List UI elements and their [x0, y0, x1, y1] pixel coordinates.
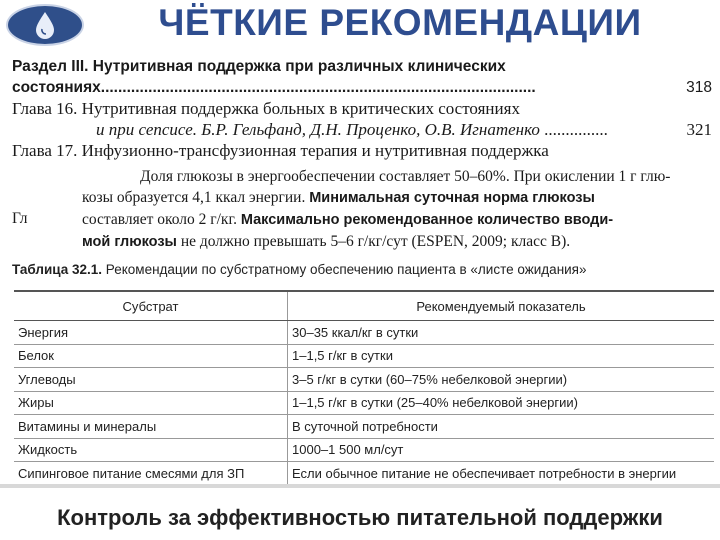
para-line3a: составляет около 2 г/кг.: [82, 211, 241, 228]
para-line1: Доля глюкозы в энергообеспечении составляет 50–60%. При окислении 1 г глю-: [140, 168, 671, 185]
recommendation-cell: 3–5 г/кг в сутки (60–75% небелковой энергии): [288, 368, 715, 392]
substrate-cell: Белок: [14, 344, 288, 368]
chapter-fragment: Гл: [12, 210, 28, 227]
slide-title: ЧЁТКИЕ РЕКОМЕНДАЦИИ: [158, 2, 642, 43]
logo-emblem: [6, 4, 84, 46]
toc-chapter17-line1: Глава 17. Инфузионно-трансфузионная терапия и нутритивная поддержка: [12, 141, 549, 160]
header-substrate: Субстрат: [14, 291, 288, 321]
recommendation-cell: 1–1,5 г/кг в сутки: [288, 344, 715, 368]
substrate-cell: Жиры: [14, 391, 288, 415]
recommendation-cell: 1000–1 500 мл/сут: [288, 438, 715, 462]
recommendation-cell: 1–1,5 г/кг в сутки (25–40% небелковой энергии): [288, 391, 715, 415]
para-line2a: козы образуется 4,1 ккал энергии.: [82, 189, 310, 206]
toc-chapter16-page: 321: [686, 120, 712, 139]
substrate-cell: Углеводы: [14, 368, 288, 392]
para-line2b: Минимальная суточная норма глюкозы: [309, 190, 595, 206]
table-row: [14, 321, 714, 345]
table-row: [14, 391, 714, 415]
glucose-paragraph: [12, 166, 702, 253]
toc-chapter16-line1: Глава 16. Нутритивная поддержка больных в критических состояниях: [12, 99, 520, 118]
recommendation-cell: 30–35 ккал/кг в сутки: [288, 321, 715, 345]
table-caption: [12, 262, 712, 277]
table-of-contents: [12, 56, 712, 161]
table-row: [14, 462, 714, 485]
table-caption-text: Рекомендации по субстратному обеспечению пациента в «листе ожидания»: [102, 262, 587, 277]
table-caption-prefix: Таблица 32.1.: [12, 262, 103, 277]
toc-chapter16-authors: и при сепсисе. Б.Р. Гельфанд, Д.Н. Проценко, О.В. Игнатенко: [96, 120, 540, 139]
substrate-cell: Энергия: [14, 321, 288, 345]
divider-strip: [0, 484, 720, 488]
recommendation-cell: Если обычное питание не обеспечивает потребности в энергии: [292, 465, 677, 481]
table-row: [14, 438, 714, 462]
toc-section-line2: состояниях..................................................................................................... 318: [12, 79, 712, 96]
toc-section-line1: Раздел III. Нутритивная поддержка при различных клинических: [12, 58, 506, 75]
table-header-row: [14, 291, 714, 321]
recommendations-table: [14, 290, 714, 485]
para-line4a: мой глюкозы: [82, 234, 177, 250]
table-row: [14, 368, 714, 392]
substrate-cell: Витамины и минералы: [14, 415, 288, 439]
para-line3b: Максимально рекомендованное количество вводи-: [240, 212, 614, 228]
footer-heading: Контроль за эффективностью питательной поддержки: [57, 505, 663, 530]
substrate-cell: Жидкость: [14, 438, 288, 462]
table-row: [14, 415, 714, 439]
header-recommendation: Рекомендуемый показатель: [288, 291, 715, 321]
recommendation-cell: В суточной потребности: [288, 415, 715, 439]
substrate-cell: Сипинговое питание смесями для ЗП: [14, 462, 288, 485]
toc-section-page: 318: [686, 79, 712, 96]
toc-section-label: состояниях: [12, 79, 101, 96]
para-line4b: не должно превышать 5–6 г/кг/сут (ESPEN, 2009; класс В).: [176, 233, 571, 250]
table-row: [14, 344, 714, 368]
toc-chapter16-line2: и при сепсисе. Б.Р. Гельфанд, Д.Н. Проценко, О.В. Игнатенко ............... 321: [96, 120, 712, 139]
